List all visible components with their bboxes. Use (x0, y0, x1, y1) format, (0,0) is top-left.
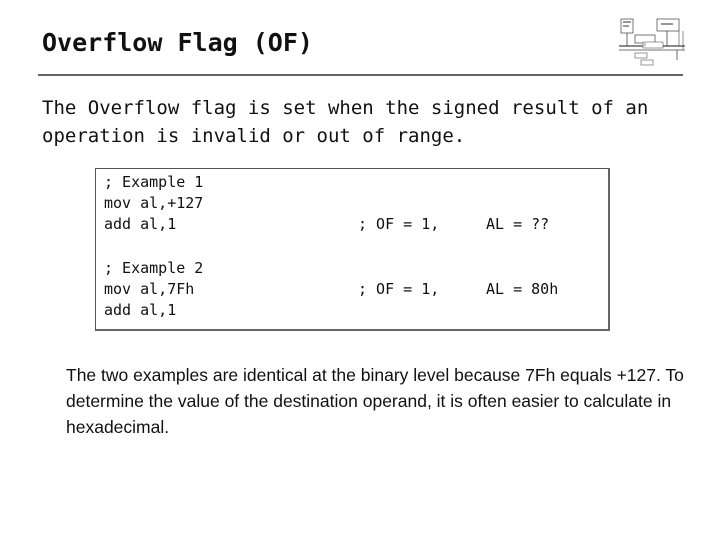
example2-mov-line: mov al,7Fh (104, 280, 195, 298)
example2-comment: ; Example 2 (104, 259, 204, 277)
example1-al-comment: AL = ?? (486, 215, 550, 233)
example2-add-line: add al,1 (104, 301, 177, 319)
explanation-note: The two examples are identical at the binary level because 7Fh equals +127. To determine the value of the destination operand, it is often easier to calculate in hexadecimal. (66, 365, 684, 437)
title-divider (38, 74, 683, 76)
example1-mov-line: mov al,+127 (104, 194, 204, 212)
architecture-diagram-icon (617, 16, 689, 68)
intro-text: The Overflow flag is set when the signed result of an operation is invalid or out of range. (42, 97, 649, 147)
example2-al-comment: AL = 80h (486, 280, 559, 298)
example2-of-comment: ; OF = 1, (358, 280, 440, 298)
example1-comment: ; Example 1 (104, 173, 204, 191)
example1-of-comment: ; OF = 1, (358, 215, 440, 233)
slide-title: Overflow Flag (OF) (42, 28, 313, 57)
example1-add-line: add al,1 (104, 215, 177, 233)
code-example-box (95, 168, 610, 331)
